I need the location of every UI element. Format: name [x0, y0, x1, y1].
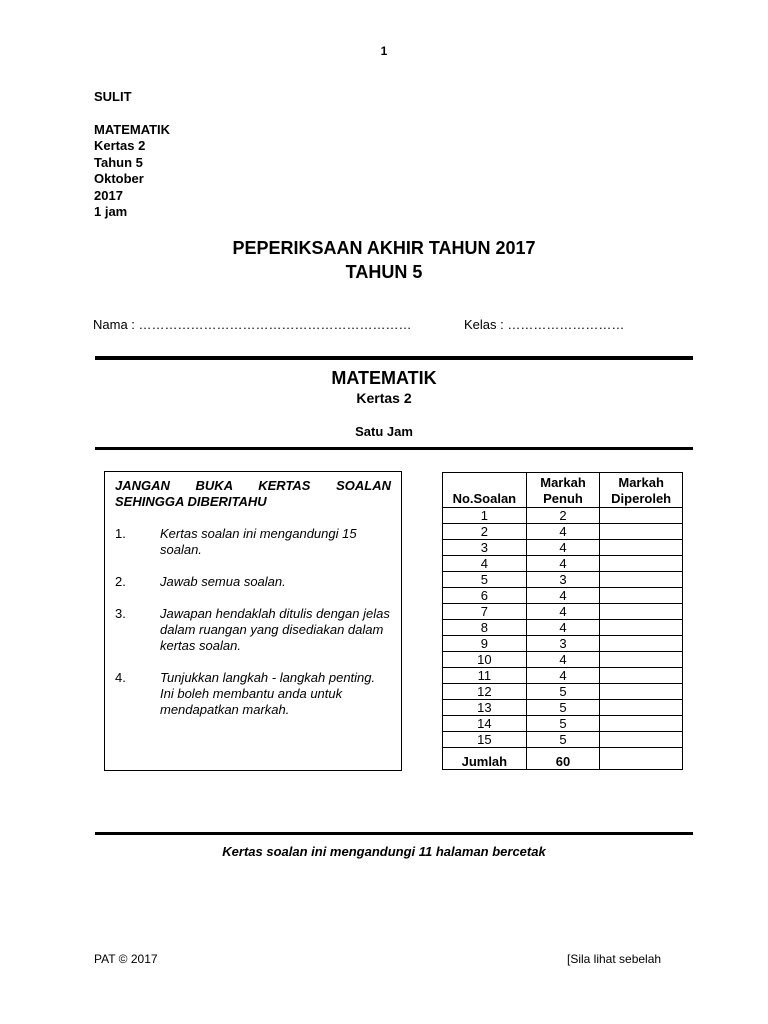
divider-bottom	[95, 832, 693, 835]
student-class-field[interactable]: Kelas : ………………………	[464, 317, 625, 332]
subject-title: MATEMATIK	[331, 368, 437, 388]
instruction-item: 3. Jawapan hendaklah ditulis dengan jelas dalam ruangan yang disediakan dalam kertas soalan.	[115, 606, 390, 653]
student-name-field[interactable]: Nama : ………………………………………………………	[93, 317, 412, 332]
instruction-item: 1. Kertas soalan ini mengandungi 15 soalan.	[115, 526, 357, 557]
total-full-marks: 60	[526, 748, 600, 770]
classification-label: SULIT	[94, 89, 132, 104]
instructions-heading: JANGAN BUKA KERTAS SOALAN	[115, 478, 391, 493]
table-row: 13 5	[443, 700, 683, 716]
marks-table	[442, 472, 683, 770]
printed-pages-note: Kertas soalan ini mengandungi 11 halaman bercetak	[222, 844, 546, 859]
total-label: Jumlah	[443, 748, 527, 770]
table-row: 1 2	[443, 508, 683, 524]
table-row: 3 4	[443, 540, 683, 556]
table-row: 7 4	[443, 604, 683, 620]
instruction-item: 4. Tunjukkan langkah - langkah penting. Ini boleh membantu anda untuk mendapatkan markah.	[115, 670, 376, 717]
instruction-item: 2. Jawab semua soalan.	[115, 574, 286, 589]
instructions-box	[104, 471, 402, 771]
table-row: 9 3	[443, 636, 683, 652]
table-row: 6 4	[443, 588, 683, 604]
table-row: 10 4	[443, 652, 683, 668]
header-paper: Kertas 2	[94, 138, 146, 153]
exam-title: PEPERIKSAAN AKHIR TAHUN 2017	[232, 238, 536, 258]
footer-copyright: PAT © 2017	[94, 952, 158, 966]
table-row: 5 3	[443, 572, 683, 588]
header-year: 2017	[94, 188, 123, 203]
header-year-level: Tahun 5	[94, 155, 143, 170]
page-number: 1	[380, 44, 388, 58]
table-row: 8 4	[443, 620, 683, 636]
header-subject: MATEMATIK	[94, 122, 171, 137]
header-duration: 1 jam	[94, 204, 128, 219]
table-row: 15 5	[443, 732, 683, 748]
header-question-number: No.Soalan	[443, 473, 527, 508]
table-row: 4 4	[443, 556, 683, 572]
footer-next-page: [Sila lihat sebelah	[567, 952, 662, 966]
instructions-heading-line2: SEHINGGA DIBERITAHU	[115, 494, 267, 509]
header-marks-obtained: Markah Diperoleh	[600, 473, 683, 508]
exam-duration: Satu Jam	[355, 424, 413, 439]
divider-top	[95, 356, 693, 360]
exam-level: TAHUN 5	[345, 262, 423, 282]
table-row: 2 4	[443, 524, 683, 540]
total-marks-obtained	[600, 748, 683, 770]
header-month: Oktober	[94, 171, 144, 186]
table-row: 12 5	[443, 684, 683, 700]
table-row: 14 5	[443, 716, 683, 732]
header-full-marks: Markah Penuh	[526, 473, 600, 508]
paper-title: Kertas 2	[356, 390, 412, 406]
total-row	[443, 748, 683, 770]
divider-middle	[95, 447, 693, 450]
table-row: 11 4	[443, 668, 683, 684]
